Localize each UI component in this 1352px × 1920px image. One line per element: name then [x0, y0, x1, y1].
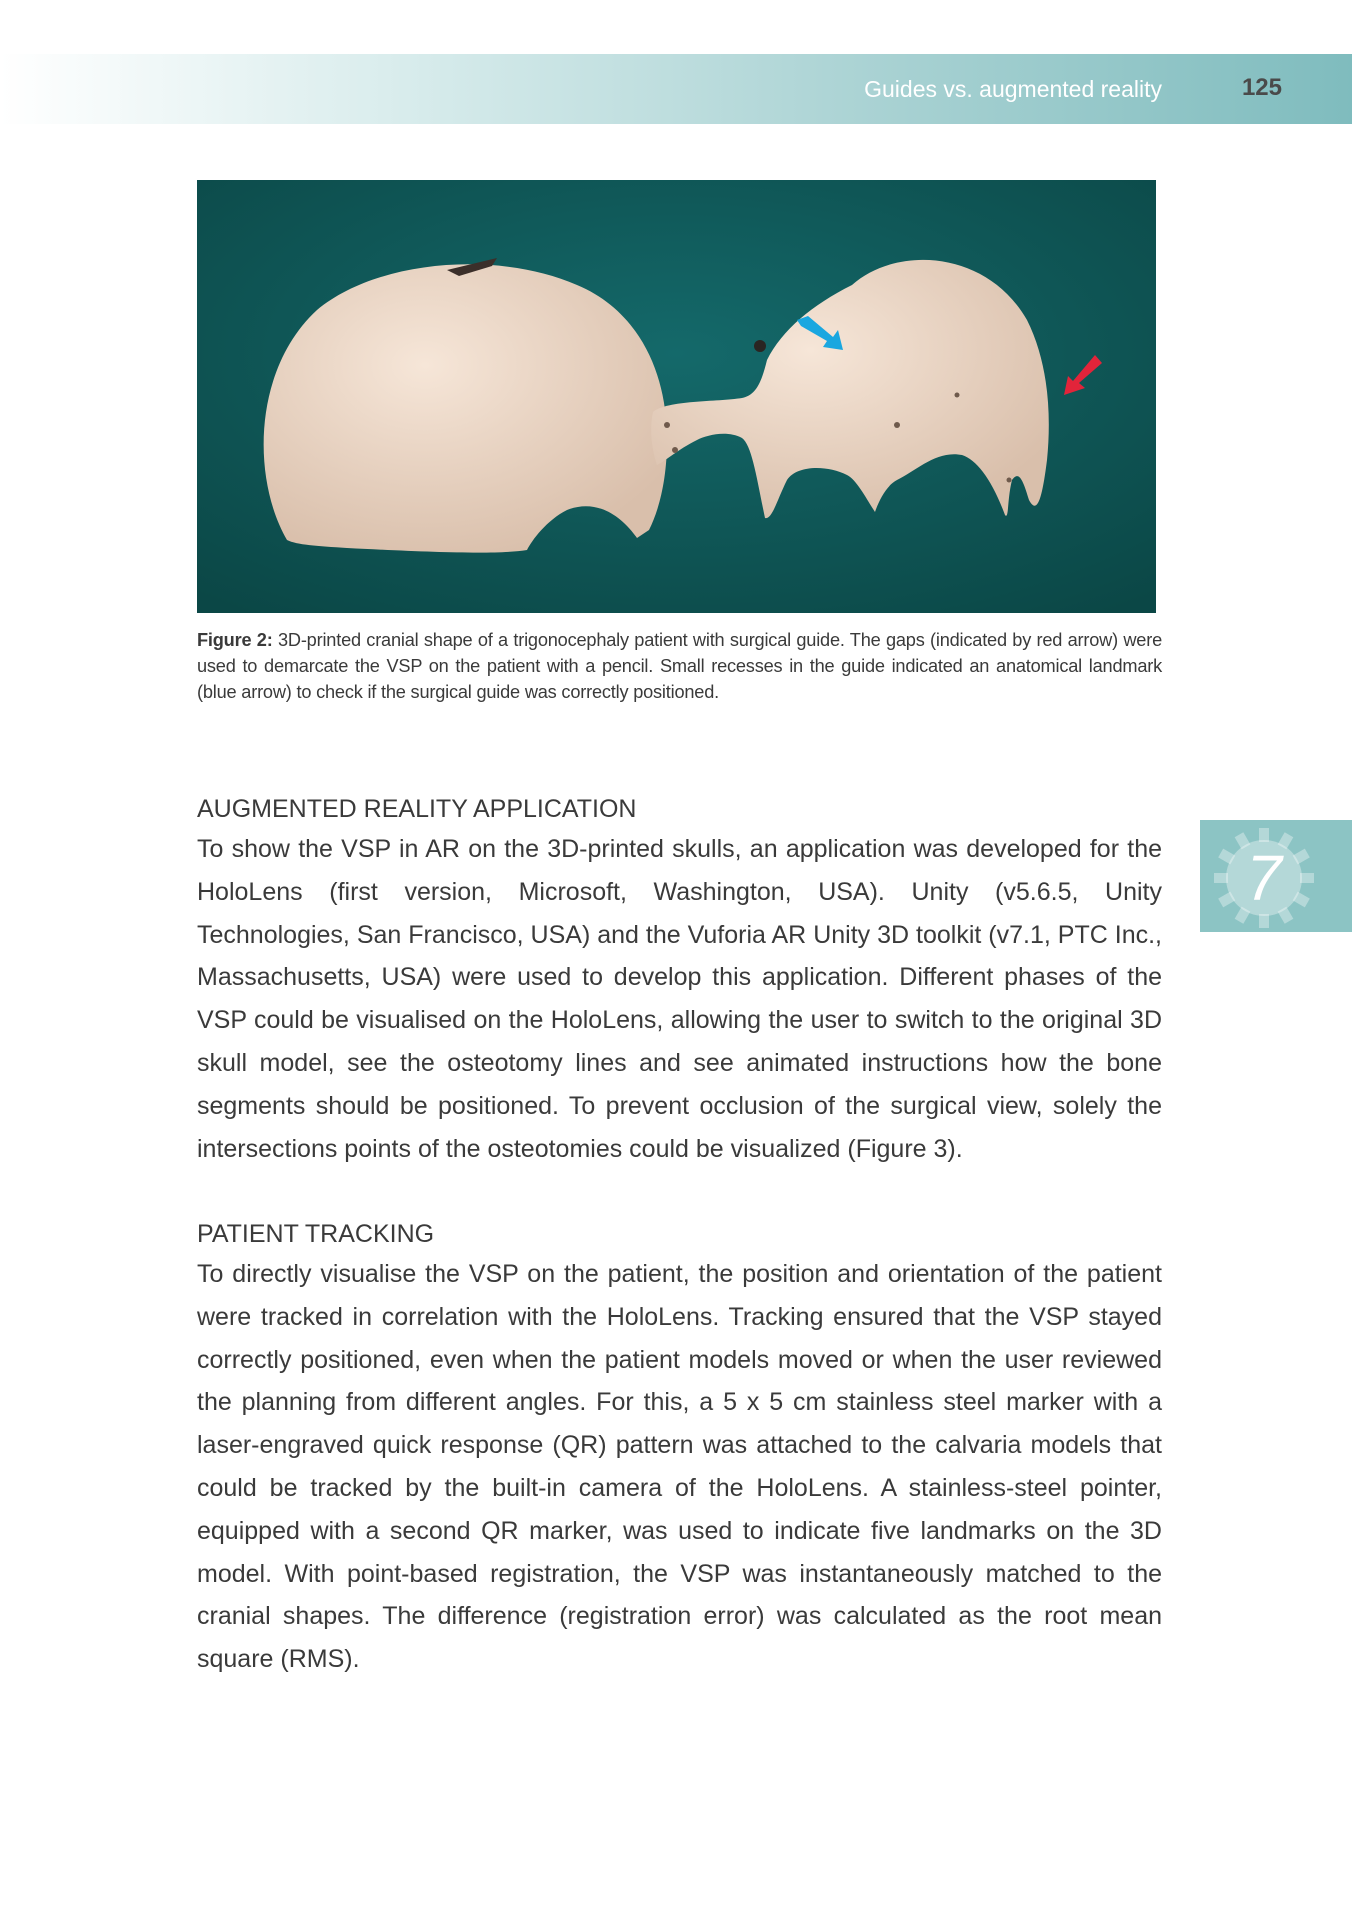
- figure-caption: [197, 627, 1162, 705]
- page-number: 125: [1241, 74, 1282, 101]
- section-heading-patient-tracking: PATIENT TRACKING: [197, 1220, 435, 1248]
- guide-hole: [672, 447, 678, 453]
- chapter-number: 7: [1246, 842, 1282, 914]
- guide-hole: [754, 340, 766, 352]
- section-body-patient-tracking: To directly visualise the VSP on the patient, the position and orientation of the patient were tracked in correlation with the HoloLens. Tracking ensured that the VSP stayed correctly positioned, even when the patient models moved or when the user reviewed the planning from different angles. For this, a 5 x 5 cm stainless steel marker with a laser-engraved quick response (QR) pattern was attached to the calvaria models that could be tracked by the built-in camera of the HoloLens. A stainless-steel pointer, equipped with a second QR marker, was used to indicate five landmarks on the 3D model. With point-based registration, the VSP was instantaneously matched to the cranial shapes. The difference (registration error) was calculated as the root mean square (RMS).: [197, 1260, 1162, 1674]
- skull-model-left: [264, 264, 667, 552]
- guide-hole: [955, 393, 960, 398]
- guide-hole: [664, 422, 670, 428]
- figure-caption-label: Figure 2:: [197, 630, 273, 650]
- guide-hole: [894, 422, 900, 428]
- figure-2-photo: [197, 180, 1156, 613]
- section-heading-ar-application: AUGMENTED REALITY APPLICATION: [197, 795, 637, 823]
- figure-caption-text: 3D-printed cranial shape of a trigonocephaly patient with surgical guide. The gaps (indicated by red arrow) were used to demarcate the VSP on the patient with a pencil. Small recesses in the guide indicated an anatomical landmark (blue arrow) to check if the surgical guide was correctly positioned.: [197, 630, 1162, 702]
- guide-hole: [1007, 478, 1012, 483]
- section-body-ar-application: To show the VSP in AR on the 3D-printed skulls, an application was developed for the HoloLens (first version, Microsoft, Washington, USA). Unity (v5.6.5, Unity Technologies, San Francisco, USA) and the Vuforia AR Unity 3D toolkit (v7.1, PTC Inc., Massachusetts, USA) were used to develop this application. Different phases of the VSP could be visualised on the HoloLens, allowing the user to switch to the original 3D skull model, see the osteotomy lines and see animated instructions how the bone segments should be positioned. To prevent occlusion of the surgical view, solely the intersections points of the osteotomies could be visualized (Figure 3).: [197, 835, 1162, 1163]
- running-header-title: Guides vs. augmented reality: [864, 76, 1162, 102]
